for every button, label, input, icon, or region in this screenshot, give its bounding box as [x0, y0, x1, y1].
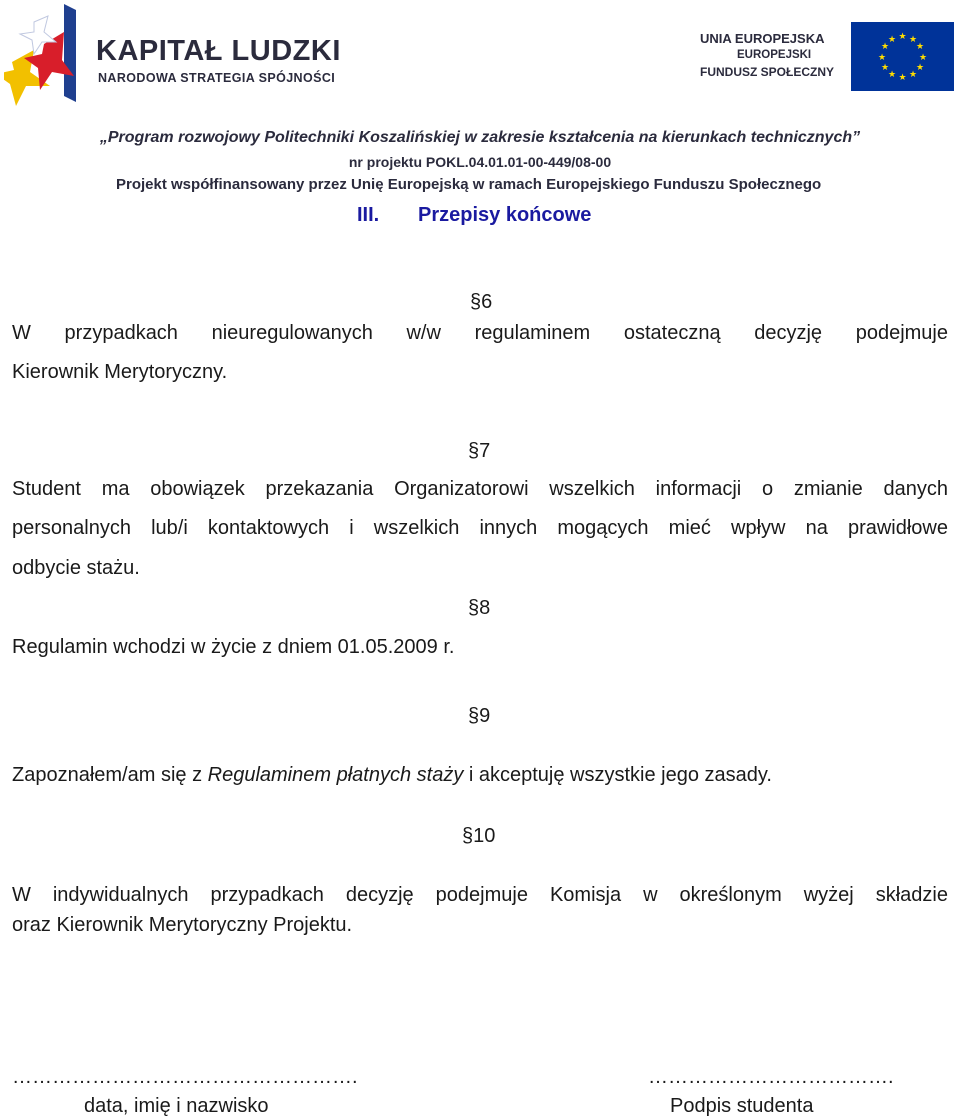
- svg-text:★: ★: [877, 52, 887, 62]
- svg-text:★: ★: [915, 62, 925, 72]
- section-title: [357, 204, 591, 227]
- paragraph-10-number: 10: [473, 825, 496, 847]
- svg-text:★: ★: [908, 69, 918, 79]
- eu-text-block: [700, 30, 842, 81]
- paragraph-7-number: 7: [479, 440, 491, 462]
- paragraph-10-line-1: W indywidualnych przypadkach decyzję podejmuje Komisja w określonym wyżej składzie: [12, 884, 948, 906]
- paragraph-9-text-a: Zapoznałem/am się z: [12, 764, 208, 786]
- paragraph-9-regulation-name: Regulaminem płatnych staży: [207, 764, 464, 786]
- paragraph-6-line-1: W przypadkach nieuregulowanych w/w regulaminem ostateczną decyzję podejmuje: [12, 322, 948, 344]
- svg-text:★: ★: [880, 62, 890, 72]
- paragraph-6-line-2: Kierownik Merytoryczny.: [12, 361, 228, 383]
- section-number: III.: [357, 204, 380, 226]
- paragraph-7-line-3: odbycie stażu.: [12, 557, 140, 579]
- svg-text:★: ★: [908, 34, 918, 44]
- eu-line-3: FUNDUSZ SPOŁECZNY: [700, 65, 835, 79]
- svg-text:★: ★: [887, 69, 897, 79]
- svg-text:★: ★: [898, 31, 907, 41]
- signature-label-right: Podpis studenta: [670, 1095, 814, 1117]
- eu-line-1: UNIA EUROPEJSKA: [700, 31, 825, 46]
- svg-text:★: ★: [880, 41, 890, 51]
- eu-line-2: EUROPEJSKI: [737, 49, 812, 61]
- paragraph-7-line-2: personalnych lub/i kontaktowych i wszelkich innych mogących mieć wpływ na prawidłowe: [12, 517, 948, 539]
- cofinance-note: Projekt współfinansowany przez Unię Europejską w ramach Europejskiego Funduszu Społecznego: [116, 176, 822, 193]
- signature-line-right: ……………………………….: [648, 1066, 894, 1088]
- paragraph-9-line-1: [12, 764, 772, 787]
- svg-text:★: ★: [918, 52, 928, 62]
- paragraph-8-line-1: Regulamin wchodzi w życie z dniem 01.05.2009 r.: [12, 636, 455, 658]
- program-title: „Program rozwojowy Politechniki Koszalińskiej w zakresie kształcenia na kierunkach technicznych”: [99, 129, 861, 146]
- paragraph-9-text-c: i akceptuję wszystkie jego zasady.: [463, 764, 772, 786]
- paragraph-7-heading: §7: [468, 440, 491, 462]
- header: [0, 0, 960, 200]
- signature-line-left: …………………………………………….: [12, 1066, 358, 1088]
- paragraph-6-number: 6: [481, 291, 493, 313]
- svg-text:★: ★: [898, 72, 907, 82]
- paragraph-6-heading: §6: [470, 291, 493, 313]
- paragraph-9-number: 9: [479, 705, 491, 727]
- logo-subtitle: NARODOWA STRATEGIA SPÓJNOŚCI: [98, 71, 336, 85]
- paragraph-10-line-2: oraz Kierownik Merytoryczny Projektu.: [12, 914, 353, 936]
- svg-text:★: ★: [915, 41, 925, 51]
- section-title-text: Przepisy końcowe: [418, 204, 592, 226]
- logo-title: KAPITAŁ LUDZKI: [96, 35, 341, 67]
- signature-label-left: data, imię i nazwisko: [84, 1095, 269, 1117]
- paragraph-7-line-1: Student ma obowiązek przekazania Organizatorowi wszelkich informacji o zmianie danych: [12, 478, 948, 500]
- paragraph-8-heading: §8: [468, 597, 491, 619]
- paragraph-9-heading: §9: [468, 705, 491, 727]
- paragraph-10-heading: §10: [462, 825, 496, 847]
- eu-flag-icon: [851, 22, 954, 91]
- svg-text:★: ★: [887, 34, 897, 44]
- paragraph-8-number: 8: [479, 597, 491, 619]
- project-number: nr projektu POKL.04.01.01-00-449/08-00: [348, 154, 612, 170]
